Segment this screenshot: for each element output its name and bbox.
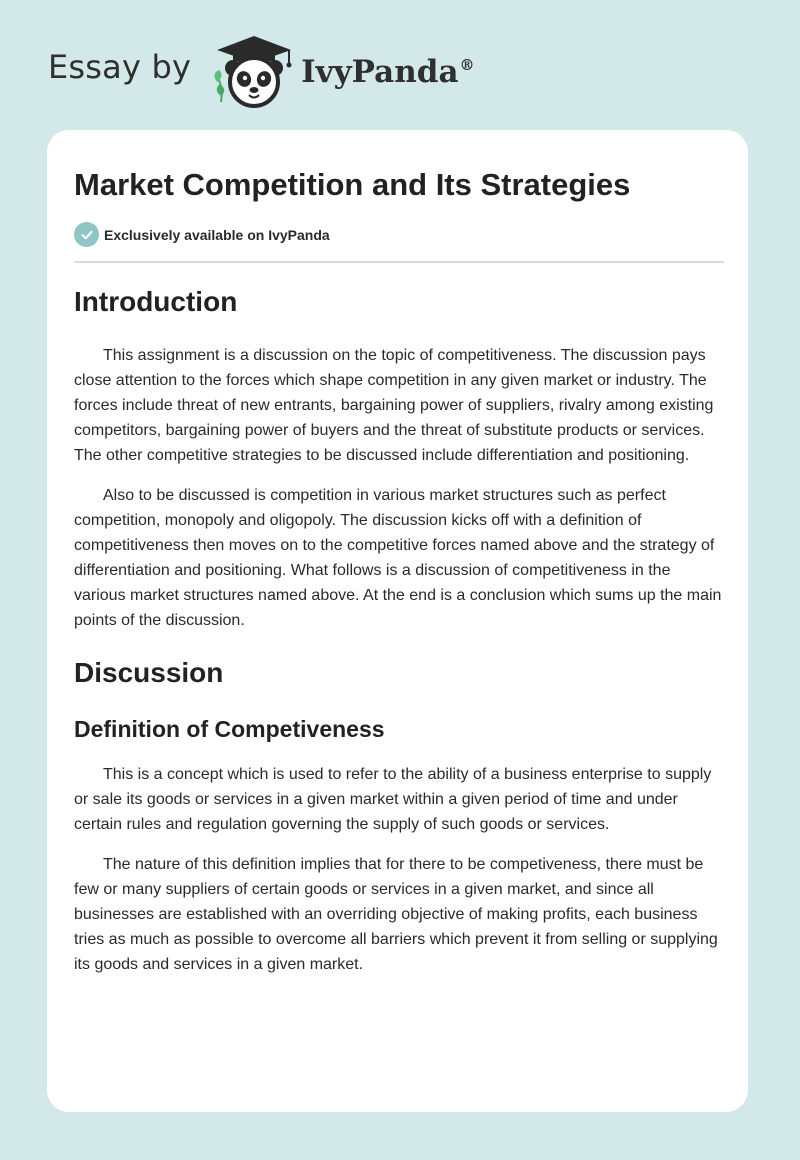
section-introduction bbox=[74, 282, 724, 633]
exclusive-badge bbox=[74, 222, 330, 247]
subsection-heading: Definition of Competiveness bbox=[74, 716, 385, 742]
paragraph: The nature of this definition implies that for there to be competiveness, there must be few or many suppliers of certain goods or services in a given market, and since all businesses are established with an overriding objective of making profits, each business tries as much as possible to overcome all barriers which prevent it from selling or supplying its goods and services in a given market. bbox=[74, 856, 718, 973]
exclusive-label: Exclusively available on IvyPanda bbox=[104, 226, 330, 243]
paragraph: Also to be discussed is competition in various market structures such as perfect competition, monopoly and oligopoly. The discussion kicks off with a definition of competitiveness then moves on to the competitive forces named above and the strategy of differentiation and positioning. What follows is a discussion of competitiveness in the various market structures named above. At the end is a conclusion which sums up the main points of the discussion. bbox=[74, 487, 722, 629]
panda-graduate-icon[interactable] bbox=[209, 30, 299, 110]
site-header bbox=[48, 30, 475, 110]
page-title: Market Competition and Its Strategies bbox=[74, 167, 631, 202]
paragraph: This assignment is a discussion on the topic of competitiveness. The discussion pays close attention to the forces which shape competition in any given market or industry. The forces include threat of new entrants, bargaining power of suppliers, rivalry among existing competitors, bargaining power of buyers and the threat of substitute products or services. The other competitive strategies to be discussed include differentiation and positioning. bbox=[74, 347, 714, 464]
brand-name[interactable]: IvyPanda® bbox=[301, 54, 475, 90]
section-heading: Introduction bbox=[74, 286, 238, 317]
brand-prefix: Essay by bbox=[48, 48, 192, 86]
title-divider bbox=[74, 261, 724, 263]
registered-mark: ® bbox=[459, 56, 475, 74]
essay-card bbox=[47, 130, 748, 1112]
essay-content bbox=[74, 282, 724, 992]
section-discussion bbox=[74, 653, 724, 977]
paragraph: This is a concept which is used to refer to the ability of a business enterprise to supply or sale its goods or services in a given market within a given period of time and under certain rules and regulation governing the supply of such goods or services. bbox=[74, 766, 712, 833]
check-circle-icon bbox=[74, 222, 99, 247]
section-heading: Discussion bbox=[74, 657, 224, 688]
